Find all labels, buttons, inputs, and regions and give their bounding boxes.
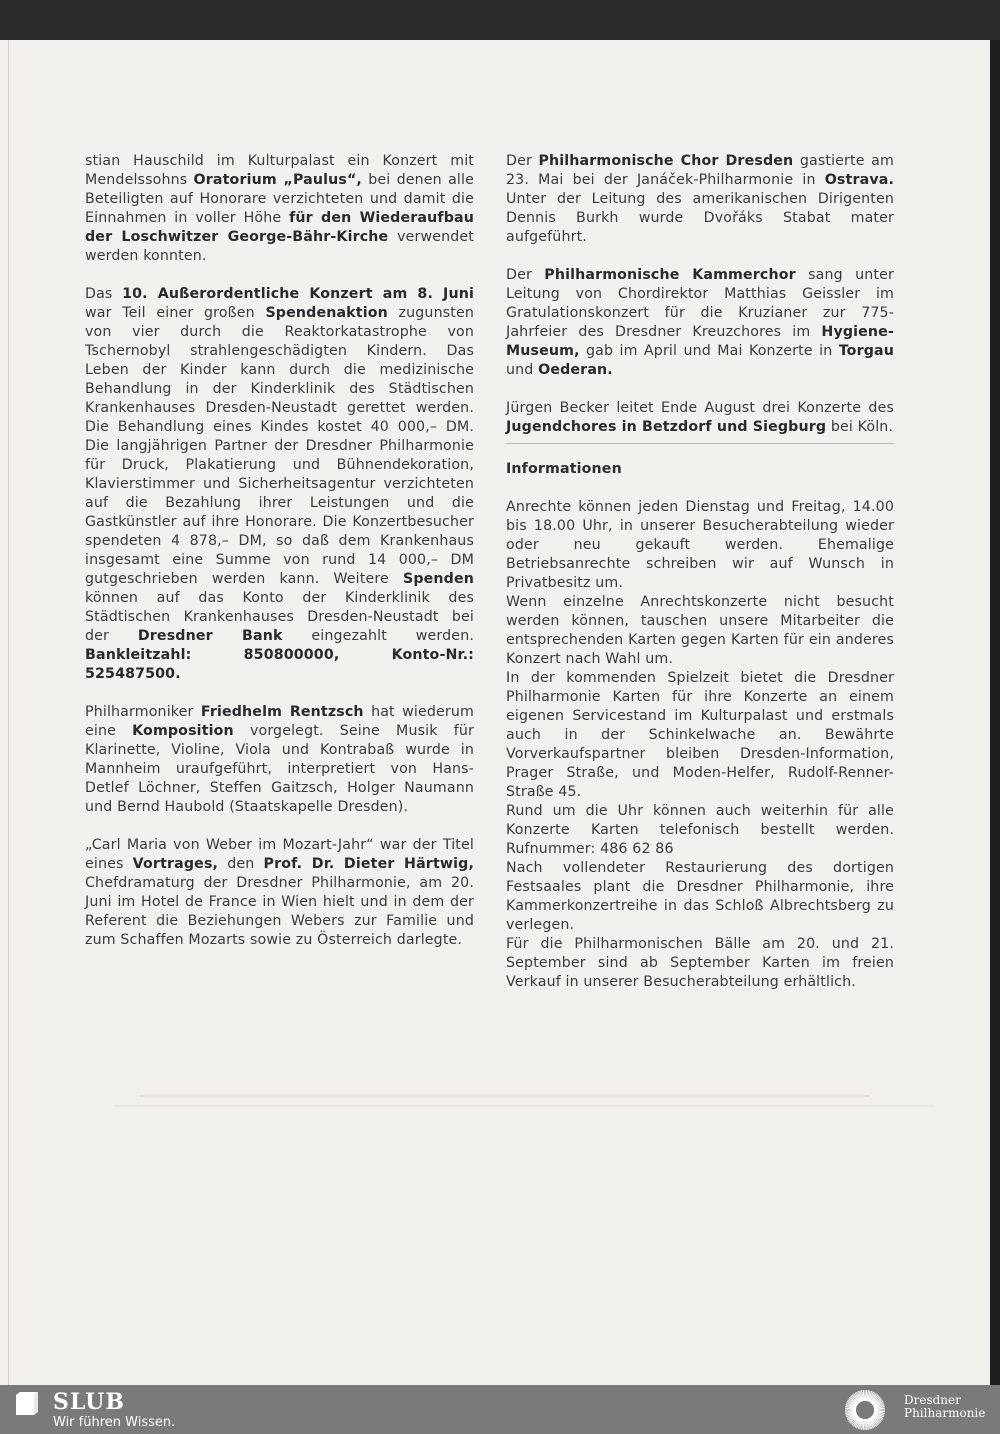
- text: war Teil einer großen: [85, 305, 266, 321]
- paragraph-chamber-choir: [506, 266, 894, 380]
- bold-text: Komposition: [132, 723, 234, 739]
- text: stian Hauschild im Kulturpalast ein Konzert mit Mendelssohns: [85, 153, 474, 188]
- info-paragraph: Für die Philharmonischen Bälle am 20. und 21. September sind ab September Karten im freien Verkauf in unserer Besucherabteilung erhältlich.: [506, 936, 894, 990]
- right-column: [506, 152, 894, 992]
- text: sang unter Leitung von Chordirektor Matthias Geissler im Gratulationskonzert für die Kruzianer zur 775-Jahrfeier des Dresdner Kreuzchores im: [506, 267, 894, 340]
- info-paragraph: Wenn einzelne Anrechtskonzerte nicht besucht werden können, tauschen unsere Mitarbeiter die entsprechenden Karten gegen Karten für ein anderes Konzert nach Wahl um.: [506, 594, 894, 667]
- bold-text: Friedhelm Rentzsch: [200, 704, 364, 720]
- info-paragraph: Rund um die Uhr können auch weiterhin für alle Konzerte Karten telefonisch bestellt werden. Rufnummer: 486 62 86: [506, 803, 894, 857]
- bold-text: Jugendchores in Betzdorf und Siegburg: [506, 419, 827, 435]
- section-divider: [506, 443, 894, 444]
- bleed-through-text: [140, 1095, 870, 1097]
- text: „Carl Maria von Weber im Mozart-Jahr“ war der Titel eines: [85, 837, 474, 872]
- text: Jürgen Becker leitet Ende August drei Konzerte des: [506, 400, 894, 416]
- text: zugunsten von vier durch die Reaktorkatastrophe von Tschernobyl strahlengeschädigten Kindern. Das Leben der Kinder kann durch die medizinische Behandlung in der Kinderklinik des Städtischen Krankenhauses Dresden-Neustadt gerettet werden. Die Behandlung eines Kindes kostet 40 000,– DM. Die langjährigen Partner der Dresdner Philharmonie für Druck, Plakatierung und Bühnendekoration, Klavierstimmer und Sicherheitsagentur verzichteten auf die Bezahlung ihrer Leistungen und die Gastkünstler auf ihre Honorare. Die Konzertbesucher spendeten 4 878,– DM, so daß dem Krankenhaus insgesamt eine Summe von rund 14 000,– DM gutgeschrieben werden kann. Weitere: [85, 305, 474, 587]
- bold-text: Spendenaktion: [265, 305, 388, 321]
- text: Chefdramaturg der Dresdner Philharmonie, am 20. Juni im Hotel de France in Wien hielt und in dem der Referent die Beziehungen Webers zur Familie und zum Schaffen Mozarts sowie zu Österreich darlegte.: [85, 875, 474, 948]
- text: können auf das Konto der Kinderklinik des Städtischen Krankenhauses Dresden-Neustadt bei der: [85, 590, 474, 644]
- bold-text: Torgau: [838, 343, 894, 359]
- text: Der: [506, 267, 545, 283]
- partner-name-line2: Philharmonie: [904, 1406, 986, 1420]
- info-paragraph: Anrechte können jeden Dienstag und Freitag, 14.00 bis 18.00 Uhr, in unserer Besucherabteilung wieder oder neu gekauft werden. Ehemalige Betriebsanrechte schreiben wir auf Wunsch in Privatbesitz um.: [506, 499, 894, 591]
- text: gab im April und Mai Konzerte in: [579, 343, 839, 359]
- bold-text: Dresdner Bank: [137, 628, 283, 644]
- bold-text: Philharmonische Kammerchor: [544, 267, 796, 283]
- paragraph-weber-lecture: [85, 836, 474, 950]
- paragraph-choir-ostrava: [506, 152, 894, 247]
- partner-name-line1: Dresdner: [904, 1393, 961, 1407]
- paragraph-paulus-concert: [85, 152, 474, 266]
- slub-tagline: Wir führen Wissen.: [53, 1415, 176, 1430]
- info-paragraph: Nach vollendeter Restaurierung des dortigen Festsaales plant die Dresdner Philharmonie, ihre Kammerkonzertreihe in das Schloß Albrechtsberg zu verlegen.: [506, 860, 894, 933]
- left-column: [85, 152, 474, 969]
- bold-text: Oratorium „Paulus“,: [193, 172, 362, 188]
- dresdner-philharmonie-sunburst-icon[interactable]: [843, 1388, 887, 1432]
- bleed-through-text: [115, 1105, 935, 1107]
- bold-text: Vortrages,: [132, 856, 219, 872]
- info-paragraph: In der kommenden Spielzeit bietet die Dresdner Philharmonie Karten für ihre Konzerte an einem eigenen Servicestand im Kulturpalast und erstmals auch in der Schinkelwache an. Bewährte Vorverkaufspartner bleiben Dresden-Information, Prager Straße, und Moden-Helfer, Rudolf-Renner-Straße 45.: [506, 670, 894, 800]
- text: eingezahlt werden.: [282, 628, 474, 644]
- paragraph-composition: [85, 703, 474, 817]
- text: hat wiederum eine: [85, 704, 474, 739]
- text: verwendet werden konnten.: [85, 229, 474, 264]
- bold-text: Hygiene-Museum,: [506, 324, 894, 359]
- text: vorgelegt. Seine Musik für Klarinette, Violine, Viola und Kontrabaß wurde in Mannheim uraufgeführt, interpretiert von Hans-Detlef Löchner, Steffen Gaitzsch, Holger Naumann und Bernd Haubold (Staatskapelle Dresden).: [85, 723, 475, 815]
- viewer-footer-bar: [0, 1385, 1000, 1434]
- paragraph-donation-campaign: [85, 285, 474, 684]
- section-heading-informationen: Informationen: [506, 461, 622, 477]
- text: bei Köln.: [826, 419, 894, 435]
- slub-logo-text[interactable]: SLUB: [53, 1389, 125, 1415]
- bank-details: Bankleitzahl: 850800000, Konto-Nr.: 525487500.: [85, 647, 474, 682]
- slub-book-icon: [14, 1391, 40, 1417]
- page-shadow: [990, 40, 1000, 1385]
- text: Der: [506, 153, 539, 169]
- bold-text: Prof. Dr. Dieter Härtwig,: [263, 856, 474, 872]
- text: Das: [85, 286, 123, 302]
- text: gastierte am 23. Mai bei der Janáček-Philharmonie in: [506, 153, 894, 188]
- bold-text: Spenden: [402, 571, 474, 587]
- bold-text: Oederan.: [538, 362, 613, 378]
- text: Philharmoniker: [85, 704, 201, 720]
- text: bei denen alle Beteiligten auf Honorare verzichteten und damit die Einnahmen in voller Höhe: [85, 172, 474, 226]
- text: Unter der Leitung des amerikanischen Dirigenten Dennis Burkh wurde Dvořáks Stabat mater aufgeführt.: [506, 191, 894, 245]
- bold-text: 10. Außerordentliche Konzert am 8. Juni: [122, 286, 474, 302]
- bold-text: für den Wiederaufbau der Loschwitzer George-Bähr-Kirche: [85, 210, 474, 245]
- partner-logo-text[interactable]: [904, 1394, 985, 1420]
- paragraph-youth-choir: [506, 399, 894, 437]
- text: den: [218, 856, 264, 872]
- text: und: [506, 362, 539, 378]
- page-fold-edge: [8, 40, 9, 1385]
- bold-text: Philharmonische Chor Dresden: [538, 153, 794, 169]
- bold-text: Ostrava.: [824, 172, 894, 188]
